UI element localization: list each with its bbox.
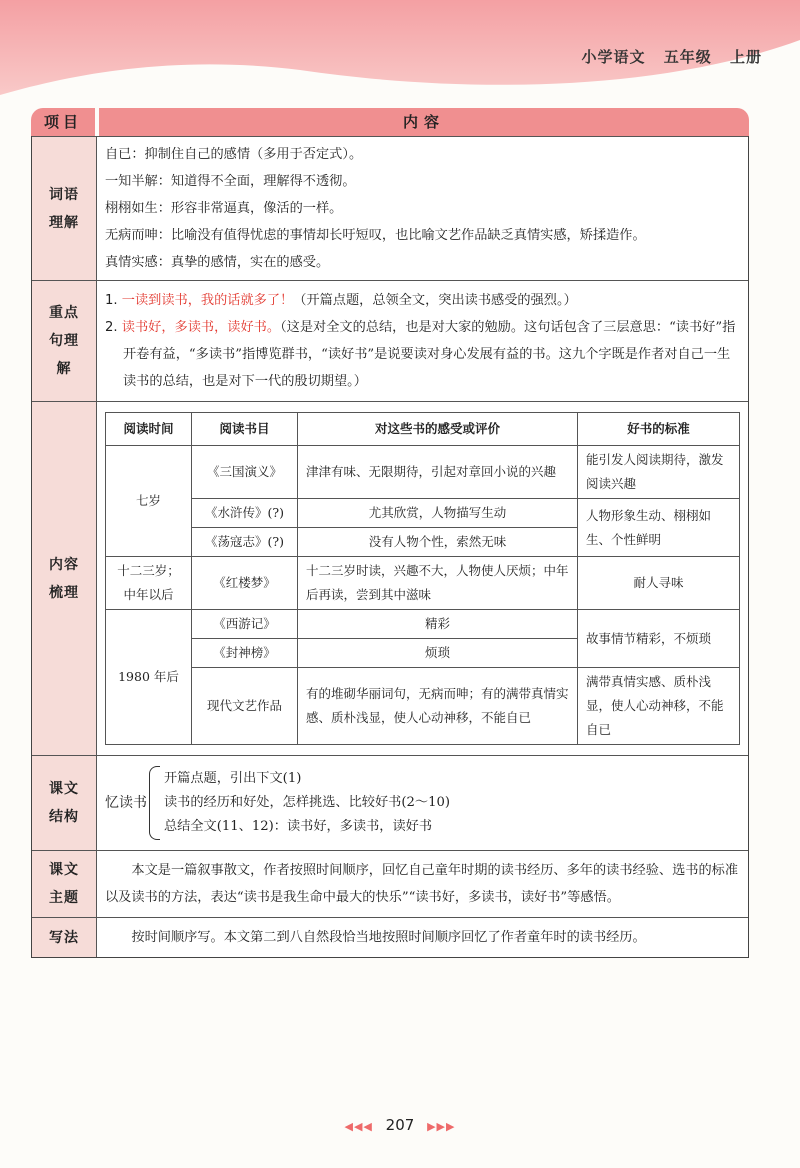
vocab-line: 真情实感：真挚的感情，实在的感受。 (105, 255, 330, 270)
table-row (106, 499, 740, 528)
book-title: 《红楼梦》 (192, 557, 298, 610)
column-header: 阅读书目 (192, 413, 298, 446)
reading-time: 十二三岁；中年以后 (106, 557, 192, 610)
key-sentence-quote: 读书好，多读书，读好书。 (121, 320, 281, 335)
header-grade: 五年级 (663, 48, 712, 66)
table-row (106, 610, 740, 639)
label-cell-content-outline (32, 402, 97, 755)
vocab-line: 自已：抑制住自己的感情（多用于否定式）。 (105, 147, 363, 162)
book-title: 《西游记》 (192, 610, 298, 639)
structure-branch: 开篇点题，引出下文(1) (164, 771, 302, 786)
book-feeling: 尤其欣赏，人物描写生动 (298, 499, 578, 528)
label-vocab: 词语理解 (49, 186, 79, 231)
key-sentence-1 (105, 287, 740, 314)
writing-text: 按时间顺序写。本文第二到八自然段恰当地按照时间顺序回忆了作者童年时的读书经历。 (131, 930, 646, 945)
book-header (581, 46, 762, 67)
row-writing (32, 917, 748, 957)
vocab-line: 无病而呻：比喻没有值得忧虑的事情却长吁短叹，也比喻文艺作品缺乏真情实感，矫揉造作。 (105, 228, 646, 243)
header-volume: 上册 (729, 48, 762, 66)
good-book-standard: 故事情节精彩，不烦琐 (578, 610, 740, 668)
vocab-line: 栩栩如生：形容非常逼真，像活的一样。 (105, 201, 343, 216)
book-title: 《三国演义》 (192, 446, 298, 499)
structure-tree (105, 760, 740, 846)
book-feeling: 有的堆砌华丽词句，无病而呻；有的满带真情实感、质朴浅显，使人心动神移，不能自已 (298, 668, 578, 745)
label-key-sentences: 重点句理解 (49, 305, 79, 377)
label-structure: 课文结构 (49, 781, 79, 825)
book-title: 《荡寇志》(?) (192, 528, 298, 557)
good-book-standard: 人物形象生动、栩栩如生、个性鲜明 (578, 499, 740, 557)
book-title: 现代文艺作品 (192, 668, 298, 745)
structure-branch: 读书的经历和好处，怎样挑选、比较好书(2～10) (164, 795, 451, 810)
header-content: 内容 (99, 108, 749, 136)
row-theme (32, 850, 748, 917)
row-content-outline (32, 401, 748, 755)
key-sentence-comment: （开篇点题，总领全文，突出读书感受的强烈。） (293, 293, 577, 308)
row-structure (32, 755, 748, 850)
key-sentence-num: 1. (105, 293, 118, 308)
vocab-content (97, 137, 748, 280)
column-header: 对这些书的感受或评价 (298, 413, 578, 446)
reading-table (105, 412, 740, 745)
next-arrows-icon: ▶▶▶ (427, 1120, 456, 1133)
structure-branch: 总结全文(11、12)：读书好，多读书，读好书 (164, 819, 433, 834)
row-key-sentences (32, 280, 748, 401)
label-cell-vocab (32, 137, 97, 280)
prev-arrows-icon: ◀◀◀ (344, 1120, 373, 1133)
key-sentence-comment: （这是对全文的总结，也是对大家的勉励。这句话包含了三层意思：“读书好”指开卷有益，“多读书”指博览群书，“读好书”是说要读对身心发展有益的书。这九个字既是作者对自己一生读书的总结，也是对下一代的殷切期望。） (123, 320, 736, 389)
label-writing: 写法 (49, 929, 79, 946)
writing-content (97, 918, 748, 957)
vocab-line: 一知半解：知道得不全面，理解得不透彻。 (105, 174, 356, 189)
key-sentence-2 (105, 314, 740, 395)
key-sentences-content (97, 281, 748, 401)
table-row (106, 446, 740, 499)
label-cell-structure (32, 756, 97, 850)
structure-root: 忆读书 (105, 794, 147, 811)
label-theme: 课文主题 (49, 862, 79, 906)
header-subject: 小学语文 (581, 48, 646, 66)
key-sentence-num: 2. (105, 320, 118, 335)
good-book-standard: 满带真情实感、质朴浅显，使人心动神移，不能自已 (578, 668, 740, 745)
reading-time: 七岁 (106, 446, 192, 557)
label-cell-writing (32, 918, 97, 957)
label-content-outline: 内容梳理 (49, 556, 79, 601)
book-feeling: 没有人物个性，索然无味 (298, 528, 578, 557)
content-outline-content (97, 402, 748, 755)
book-title: 《水浒传》(?) (192, 499, 298, 528)
book-feeling: 精彩 (298, 610, 578, 639)
reading-table-header (106, 413, 740, 446)
table-row (106, 668, 740, 745)
row-vocab (32, 136, 748, 280)
header-item: 项目 (31, 108, 95, 136)
structure-branches (164, 767, 450, 839)
label-cell-theme (32, 851, 97, 917)
book-feeling: 烦琐 (298, 639, 578, 668)
summary-sheet (31, 108, 749, 958)
page-footer (0, 1116, 800, 1134)
label-cell-key-sentences (32, 281, 97, 401)
theme-content (97, 851, 748, 917)
column-header: 阅读时间 (106, 413, 192, 446)
book-feeling: 津津有味、无限期待，引起对章回小说的兴趣 (298, 446, 578, 499)
theme-text: 本文是一篇叙事散文，作者按照时间顺序，回忆自己童年时期的读书经历、多年的读书经验、选书的标准以及读书的方法，表达“读书是我生命中最大的快乐”“读书好，多读书，读好书”等感悟。 (105, 863, 739, 905)
book-feeling: 十二三岁时读，兴趣不大，人物使人厌烦；中年后再读，尝到其中滋味 (298, 557, 578, 610)
brace-icon (149, 766, 160, 840)
good-book-standard: 耐人寻味 (578, 557, 740, 610)
key-sentence-quote: 一读到读书，我的话就多了！ (121, 293, 294, 308)
main-table (31, 136, 749, 958)
page-number: 207 (385, 1116, 415, 1134)
good-book-standard: 能引发人阅读期待，激发阅读兴趣 (578, 446, 740, 499)
table-row (106, 557, 740, 610)
table-header (31, 108, 749, 136)
structure-content (97, 756, 748, 850)
column-header: 好书的标准 (578, 413, 740, 446)
reading-time: 1980 年后 (106, 610, 192, 745)
book-title: 《封神榜》 (192, 639, 298, 668)
